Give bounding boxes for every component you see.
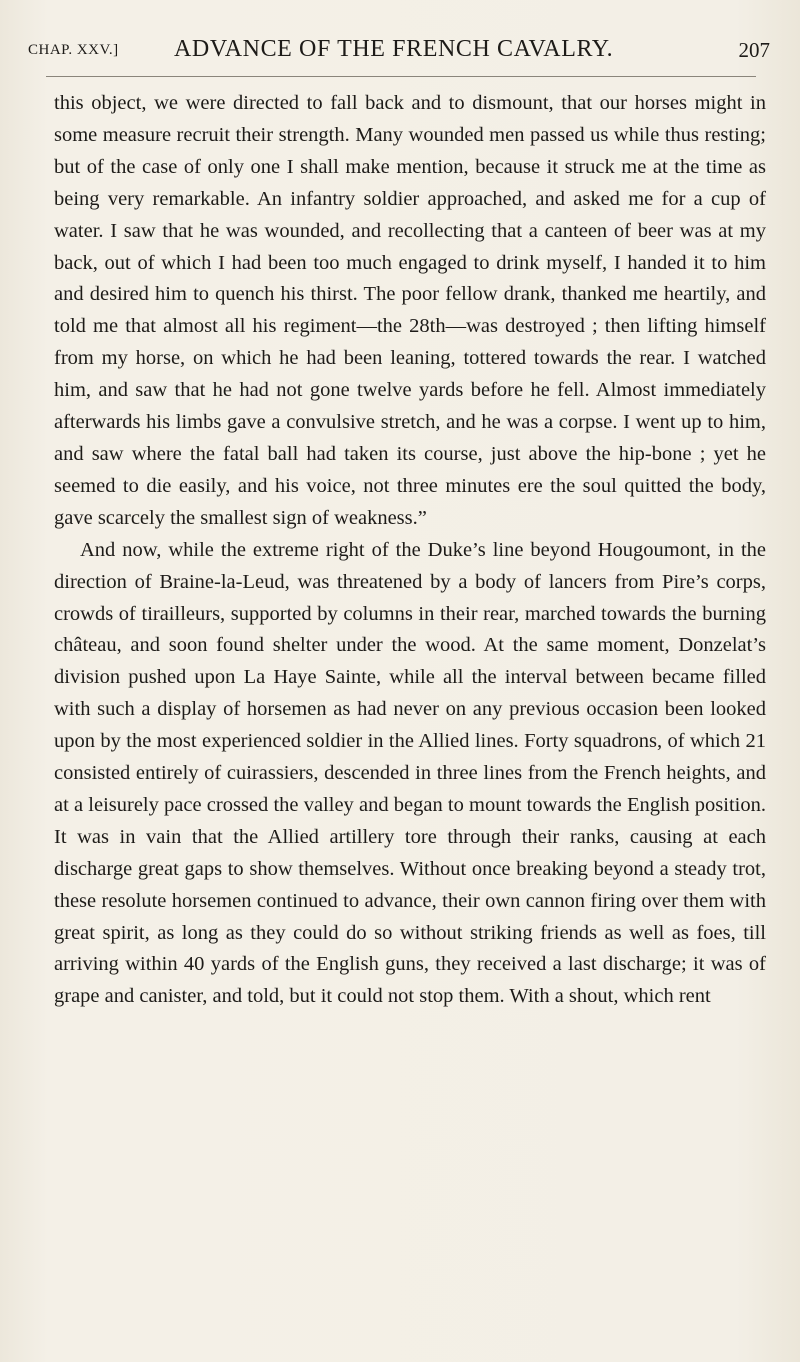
paragraph-cavalry-advance: And now, while the extreme right of the Duke’s line beyond Hougoumont, in the direction of Braine-la-Leud, was threatened by a body of lancers from Pire’s corps, crowds of tirailleurs, supported by columns in their rear, marched towards the burning château, and soon found shelter under the wood. At the same moment, Donzelat’s division pushed upon La Haye Sainte, while all the interval between became filled with such a display of horsemen as had never on any previous occasion been looked upon by the most experienced soldier in the Allied lines. Forty squadrons, of which 21 consisted entirely of cuirassiers, descended in three lines from the French heights, and at a leisurely pace crossed the valley and began to mount towards the English position. It was in vain that the Allied artillery tore through their ranks, causing at each discharge great gaps to show themselves. Without once breaking beyond a steady trot, these resolute horsemen continued to advance, their own cannon firing over them with great spirit, as long as they could do so without striking friends as well as foes, till arriving within 40 yards of the English guns, they received a last discharge; it was of grape and canister, and told, but it could not stop them. With a shout, which rent bbox=[54, 538, 766, 1008]
chapter-title: ADVANCE OF THE FRENCH CAVALRY. bbox=[174, 36, 614, 62]
chapter-marker: CHAP. XXV.] bbox=[28, 42, 119, 58]
page-number: 207 bbox=[738, 38, 770, 62]
body-text bbox=[54, 88, 766, 1013]
running-head bbox=[28, 36, 776, 70]
header-rule bbox=[46, 76, 756, 77]
paragraph-continued: this object, we were directed to fall back and to dismount, that our horses might in some measure recruit their strength. Many wounded men passed us while thus resting; but of the case of only one I shall make mention, because it struck me at the time as being very remarkable. An infantry soldier approached, and asked me for a cup of water. I saw that he was wounded, and recollecting that a canteen of beer was at my back, out of which I had been too much engaged to drink myself, I handed it to him and desired him to quench his thirst. The poor fellow drank, thanked me heartily, and told me that almost all his regiment—the 28th—was destroyed ; then lifting himself from my horse, on which he had been leaning, tottered towards the rear. I watched him, and saw that he had not gone twelve yards before he fell. Almost immediately afterwards his limbs gave a convulsive stretch, and he was a corpse. I went up to him, and saw where the fatal ball had taken its course, just above the hip-bone ; yet he seemed to die easily, and his voice, not three minutes ere the soul quitted the body, gave scarcely the smallest sign of weakness.” bbox=[54, 92, 766, 529]
